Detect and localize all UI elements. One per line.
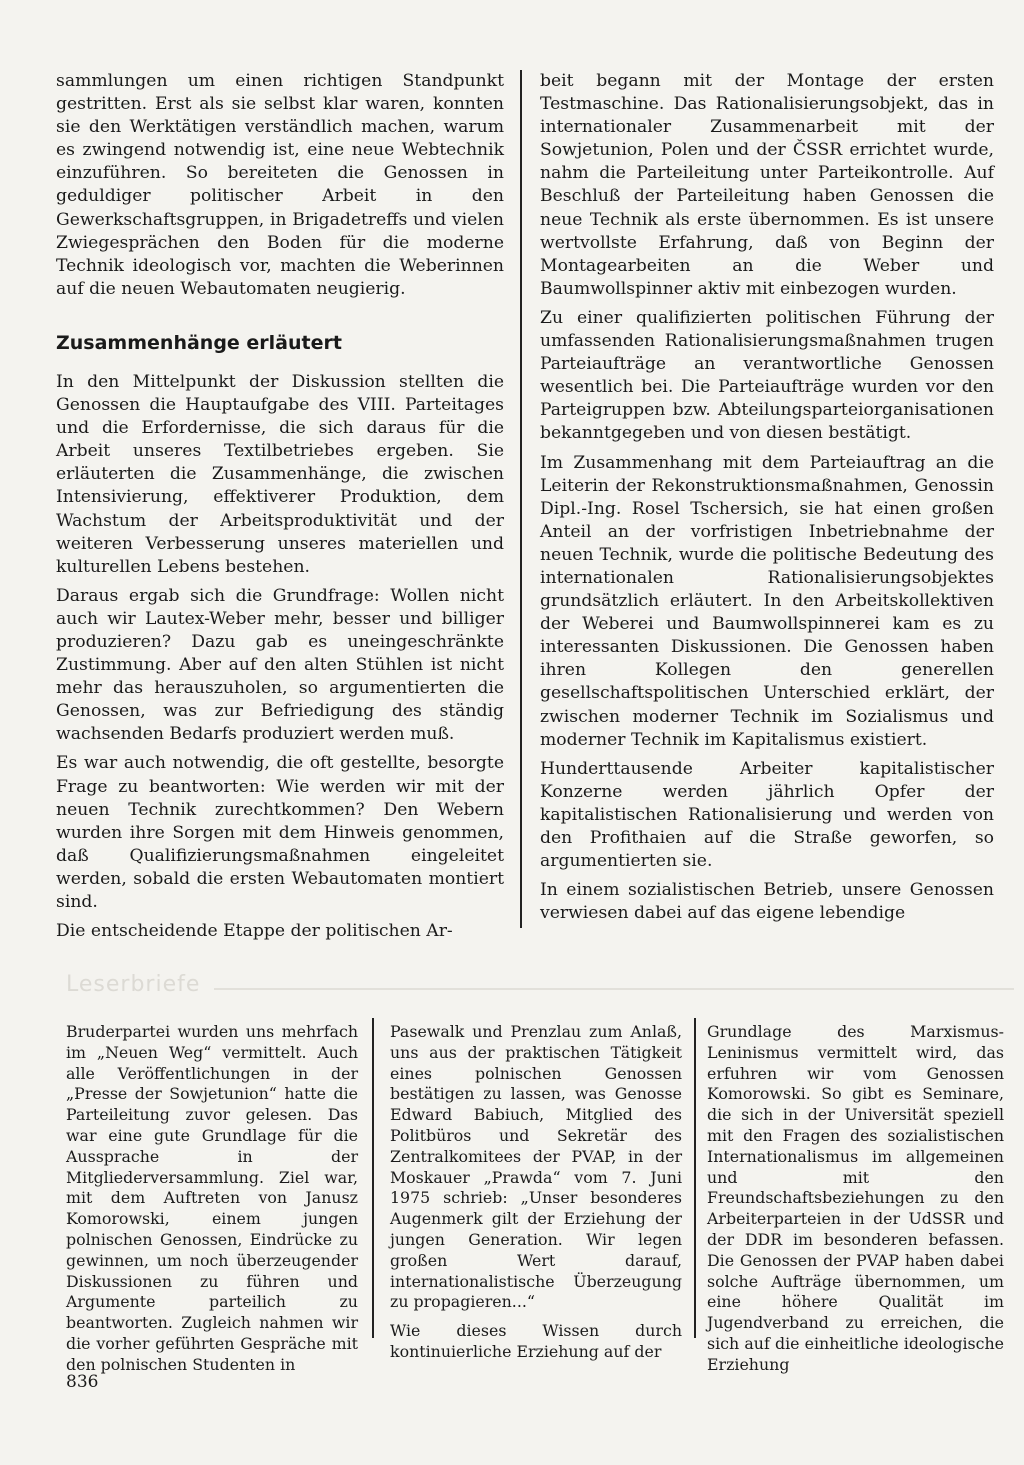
section-band bbox=[66, 972, 1016, 1002]
letters-column-3 bbox=[707, 1022, 1004, 1376]
paragraph: Zu einer qualifizierten politischen Führung der umfassenden Rationalisierungsmaßnahmen trugen Parteiaufträge an verantwortliche Genossen wesentlich bei. Die Parteiaufträge wurden vor den Parteigruppen bzw. Abteilungsparteiorganisationen bekanntgegeben und von diesen bestätigt. bbox=[540, 307, 994, 444]
column-divider bbox=[694, 1018, 696, 1338]
section-heading: Zusammenhänge erläutert bbox=[56, 331, 342, 354]
paragraph: Grundlage des Marxismus-Leninismus vermittelt wird, das erfuhren wir vom Genossen Komorowski. So gibt es Seminare, die sich in der Universität speziell mit den Fragen des sozialistischen Internationalismus im allgemeinen und mit den Freundschaftsbeziehungen zu den Arbeiterparteien in der UdSSR und der DDR im besonderen befassen. Die Genossen der PVAP haben dabei solche Aufträge übernommen, um eine höhere Qualität im Jugendverband zu erreichen, die sich auf die einheitliche ideologische Erziehung bbox=[707, 1022, 1004, 1374]
paragraph: In einem sozialistischen Betrieb, unsere Genossen verwiesen dabei auf das eigene lebendige bbox=[540, 880, 994, 924]
article-right-column bbox=[540, 70, 994, 931]
column-divider bbox=[372, 1018, 374, 1338]
paragraph: Pasewalk und Prenzlau zum Anlaß, uns aus der praktischen Tätigkeit eines polnischen Genossen bestätigen zu lassen, was Genosse Edward Babiuch, Mitglied des Politbüros und Sekretär des Zentralkomitees der PVAP, in der Moskauer „Prawda“ vom 7. Juni 1975 schrieb: „Unser besonderes Augenmerk gilt der Erziehung der jungen Generation. Wir legen großen Wert darauf, internationalistische Überzeugung zu propagieren...“ bbox=[390, 1022, 682, 1312]
paragraph: beit begann mit der Montage der ersten Testmaschine. Das Rationalisierungsobjekt, das in internationaler Zusammenarbeit mit der Sowjetunion, Polen und der ČSSR errichtet wurde, nahm die Parteileitung unter Parteikontrolle. Auf Beschluß der Parteileitung haben Genossen die neue Technik als erste übernommen. Es ist unsere wertvollste Erfahrung, daß von Beginn der Montagearbeiten an die Weber und Baumwollspinner aktiv mit einbezogen wurden. bbox=[540, 71, 994, 299]
letters-column-2 bbox=[390, 1022, 682, 1363]
paragraph: In den Mittelpunkt der Diskussion stellten die Genossen die Hauptaufgabe des VIII. Parteitages und die Erfordernisse, die sich daraus für die Arbeit unseres Textilbetriebes ergeben. Sie erläuterten die Zusammenhänge, die zwischen Intensivierung, effektiverer Produktion, dem Wachstum der Arbeitsproduktivität und der weiteren Verbesserung unseres materiellen und kulturellen Lebens bestehen. bbox=[56, 371, 504, 577]
article-left-column bbox=[56, 70, 504, 943]
section-band-rule bbox=[214, 988, 1014, 990]
column-divider bbox=[520, 70, 522, 928]
letters-column-1 bbox=[66, 1022, 358, 1376]
paragraph: Hunderttausende Arbeiter kapitalistischer Konzerne werden jährlich Opfer der kapitalistischen Rationalisierung und werden von den Profithaien auf die Straße geworfen, so argumentierten sie. bbox=[540, 758, 994, 872]
section-band-label: Leserbriefe bbox=[66, 972, 201, 997]
paragraph: Die entscheidende Etappe der politischen Ar- bbox=[56, 921, 453, 942]
paragraph: Daraus ergab sich die Grundfrage: Wollen nicht auch wir Lautex-Weber mehr, besser und billiger produzieren? Dazu gab es uneingeschränkte Zustimmung. Aber auf den alten Stühlen ist nicht mehr das herauszuholen, so argumentierten die Genossen, was zur Befriedigung des ständig wachsenden Bedarfs produziert werden muß. bbox=[56, 585, 504, 745]
paragraph: Bruderpartei wurden uns mehrfach im „Neuen Weg“ vermittelt. Auch alle Veröffentlichungen in der „Presse der Sowjetunion“ hatte die Parteileitung zuvor gelesen. Das war eine gute Grundlage für die Aussprache in der Mitgliederversammlung. Ziel war, mit dem Auftreten von Janusz Komorowski, einem jungen polnischen Genossen, Eindrücke zu gewinnen, um noch überzeugender Diskussionen zu führen und Argumente parteilich zu beantworten. Zugleich nahmen wir die vorher geführten Gespräche mit den polnischen Studenten in bbox=[66, 1022, 358, 1374]
paragraph: Im Zusammenhang mit dem Parteiauftrag an die Leiterin der Rekonstruktionsmaßnahmen, Genossin Dipl.-Ing. Rosel Tschersich, sie hat einen großen Anteil an der vorfristigen Inbetriebnahme der neuen Technik, wurde die politische Bedeutung des internationalen Rationalisierungsobjektes grundsätzlich erläutert. In den Arbeitskollektiven der Weberei und Baumwollspinnerei kam es zu interessanten Diskussionen. Die Genossen haben ihren Kollegen den generellen gesellschaftspolitischen Unterschied erklärt, der zwischen moderner Technik im Sozialismus und moderner Technik im Kapitalismus existiert. bbox=[540, 452, 994, 750]
lead-paragraph: sammlungen um einen richtigen Standpunkt gestritten. Erst als sie selbst klar waren, konnten sie den Werktätigen verständlich machen, warum es zwingend notwendig ist, eine neue Webtechnik einzuführen. So bereiteten die Genossen in geduldiger politischer Arbeit in den Gewerkschaftsgruppen, in Brigadetreffs und vielen Zwiegesprächen den Boden für die moderne Technik ideologisch vor, machten die Weberinnen auf die neuen Webautomaten neugierig. bbox=[56, 71, 504, 299]
paragraph: Es war auch notwendig, die oft gestellte, besorgte Frage zu beantworten: Wie werden wir mit der neuen Technik zurechtkommen? Den Webern wurden ihre Sorgen mit dem Hinweis genommen, daß Qualifizierungsmaßnahmen eingeleitet werden, sobald die ersten Webautomaten montiert sind. bbox=[56, 753, 504, 912]
paragraph: Wie dieses Wissen durch kontinuierliche Erziehung auf der bbox=[390, 1321, 682, 1361]
page-number: 836 bbox=[66, 1372, 99, 1392]
